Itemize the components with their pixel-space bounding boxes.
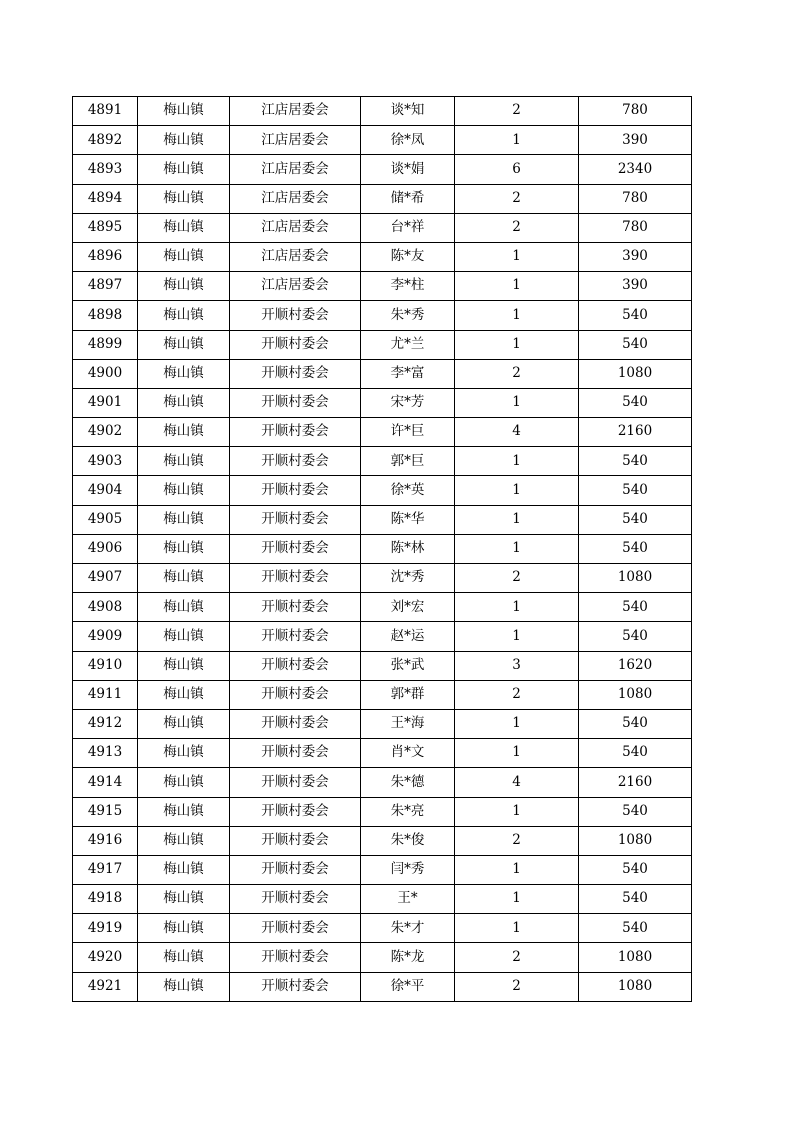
table-row	[73, 593, 692, 622]
cell-town: 梅山镇	[138, 476, 230, 505]
cell-person-name: 王*海	[361, 709, 455, 738]
cell-serial-number: 4900	[73, 359, 138, 388]
cell-amount: 2160	[579, 768, 692, 797]
cell-household-count: 1	[455, 447, 579, 476]
cell-person-name: 陈*友	[361, 242, 455, 271]
table-row	[73, 330, 692, 359]
table-row	[73, 885, 692, 914]
cell-village-committee: 江店居委会	[230, 213, 361, 242]
cell-amount: 780	[579, 97, 692, 126]
cell-amount: 540	[579, 709, 692, 738]
cell-village-committee: 开顺村委会	[230, 534, 361, 563]
cell-person-name: 朱*亮	[361, 797, 455, 826]
cell-amount: 540	[579, 885, 692, 914]
cell-amount: 780	[579, 184, 692, 213]
table-row	[73, 534, 692, 563]
table-row	[73, 184, 692, 213]
cell-town: 梅山镇	[138, 242, 230, 271]
cell-village-committee: 江店居委会	[230, 97, 361, 126]
cell-serial-number: 4902	[73, 418, 138, 447]
cell-amount: 540	[579, 622, 692, 651]
cell-household-count: 1	[455, 272, 579, 301]
cell-person-name: 宋*芳	[361, 388, 455, 417]
cell-serial-number: 4912	[73, 709, 138, 738]
cell-village-committee: 开顺村委会	[230, 797, 361, 826]
cell-town: 梅山镇	[138, 505, 230, 534]
cell-household-count: 1	[455, 330, 579, 359]
table-row	[73, 213, 692, 242]
cell-town: 梅山镇	[138, 593, 230, 622]
cell-household-count: 2	[455, 680, 579, 709]
cell-village-committee: 开顺村委会	[230, 972, 361, 1001]
cell-amount: 540	[579, 855, 692, 884]
cell-person-name: 谈*娟	[361, 155, 455, 184]
cell-person-name: 朱*德	[361, 768, 455, 797]
cell-amount: 1080	[579, 359, 692, 388]
cell-village-committee: 开顺村委会	[230, 709, 361, 738]
cell-village-committee: 江店居委会	[230, 155, 361, 184]
cell-person-name: 储*希	[361, 184, 455, 213]
cell-serial-number: 4921	[73, 972, 138, 1001]
cell-serial-number: 4891	[73, 97, 138, 126]
cell-household-count: 1	[455, 388, 579, 417]
cell-serial-number: 4917	[73, 855, 138, 884]
cell-village-committee: 开顺村委会	[230, 593, 361, 622]
table-row	[73, 155, 692, 184]
cell-town: 梅山镇	[138, 622, 230, 651]
cell-village-committee: 开顺村委会	[230, 855, 361, 884]
cell-town: 梅山镇	[138, 564, 230, 593]
cell-village-committee: 开顺村委会	[230, 651, 361, 680]
table-row	[73, 301, 692, 330]
cell-village-committee: 开顺村委会	[230, 943, 361, 972]
cell-serial-number: 4906	[73, 534, 138, 563]
cell-person-name: 谈*知	[361, 97, 455, 126]
cell-town: 梅山镇	[138, 826, 230, 855]
table-row	[73, 826, 692, 855]
cell-amount: 2160	[579, 418, 692, 447]
cell-household-count: 1	[455, 126, 579, 155]
cell-village-committee: 开顺村委会	[230, 476, 361, 505]
cell-serial-number: 4895	[73, 213, 138, 242]
cell-town: 梅山镇	[138, 213, 230, 242]
cell-person-name: 李*富	[361, 359, 455, 388]
cell-person-name: 徐*英	[361, 476, 455, 505]
cell-town: 梅山镇	[138, 155, 230, 184]
table-row	[73, 418, 692, 447]
cell-amount: 2340	[579, 155, 692, 184]
cell-serial-number: 4896	[73, 242, 138, 271]
cell-household-count: 1	[455, 242, 579, 271]
cell-household-count: 2	[455, 97, 579, 126]
cell-village-committee: 开顺村委会	[230, 388, 361, 417]
cell-amount: 390	[579, 272, 692, 301]
cell-household-count: 1	[455, 622, 579, 651]
cell-village-committee: 开顺村委会	[230, 359, 361, 388]
cell-household-count: 1	[455, 885, 579, 914]
cell-serial-number: 4913	[73, 739, 138, 768]
cell-town: 梅山镇	[138, 330, 230, 359]
cell-person-name: 尤*兰	[361, 330, 455, 359]
table-row	[73, 388, 692, 417]
cell-village-committee: 江店居委会	[230, 184, 361, 213]
roster-table-body	[73, 97, 692, 1002]
cell-serial-number: 4910	[73, 651, 138, 680]
cell-person-name: 李*柱	[361, 272, 455, 301]
roster-table	[72, 96, 692, 1002]
table-row	[73, 97, 692, 126]
cell-amount: 1620	[579, 651, 692, 680]
cell-village-committee: 开顺村委会	[230, 768, 361, 797]
cell-household-count: 2	[455, 213, 579, 242]
cell-person-name: 徐*平	[361, 972, 455, 1001]
cell-household-count: 2	[455, 359, 579, 388]
cell-amount: 540	[579, 914, 692, 943]
cell-serial-number: 4920	[73, 943, 138, 972]
cell-serial-number: 4919	[73, 914, 138, 943]
cell-household-count: 2	[455, 564, 579, 593]
cell-amount: 540	[579, 476, 692, 505]
cell-town: 梅山镇	[138, 739, 230, 768]
cell-village-committee: 开顺村委会	[230, 885, 361, 914]
cell-amount: 390	[579, 242, 692, 271]
cell-person-name: 台*祥	[361, 213, 455, 242]
cell-village-committee: 开顺村委会	[230, 301, 361, 330]
cell-amount: 1080	[579, 564, 692, 593]
cell-serial-number: 4897	[73, 272, 138, 301]
cell-town: 梅山镇	[138, 943, 230, 972]
cell-town: 梅山镇	[138, 768, 230, 797]
cell-town: 梅山镇	[138, 534, 230, 563]
cell-household-count: 2	[455, 943, 579, 972]
cell-serial-number: 4905	[73, 505, 138, 534]
cell-town: 梅山镇	[138, 388, 230, 417]
cell-household-count: 1	[455, 709, 579, 738]
cell-amount: 1080	[579, 943, 692, 972]
table-row	[73, 359, 692, 388]
cell-household-count: 6	[455, 155, 579, 184]
table-row	[73, 447, 692, 476]
cell-town: 梅山镇	[138, 972, 230, 1001]
cell-serial-number: 4893	[73, 155, 138, 184]
cell-village-committee: 江店居委会	[230, 242, 361, 271]
cell-village-committee: 开顺村委会	[230, 505, 361, 534]
cell-person-name: 肖*文	[361, 739, 455, 768]
table-row	[73, 709, 692, 738]
table-row	[73, 972, 692, 1001]
cell-village-committee: 开顺村委会	[230, 680, 361, 709]
table-row	[73, 272, 692, 301]
table-row	[73, 914, 692, 943]
cell-serial-number: 4898	[73, 301, 138, 330]
cell-serial-number: 4908	[73, 593, 138, 622]
cell-serial-number: 4901	[73, 388, 138, 417]
table-row	[73, 505, 692, 534]
cell-household-count: 1	[455, 914, 579, 943]
cell-person-name: 王*	[361, 885, 455, 914]
table-row	[73, 943, 692, 972]
cell-person-name: 陈*林	[361, 534, 455, 563]
cell-town: 梅山镇	[138, 680, 230, 709]
cell-village-committee: 开顺村委会	[230, 418, 361, 447]
cell-household-count: 3	[455, 651, 579, 680]
cell-household-count: 4	[455, 768, 579, 797]
cell-village-committee: 开顺村委会	[230, 330, 361, 359]
cell-amount: 540	[579, 447, 692, 476]
table-row	[73, 768, 692, 797]
cell-person-name: 许*巨	[361, 418, 455, 447]
cell-town: 梅山镇	[138, 272, 230, 301]
cell-amount: 780	[579, 213, 692, 242]
cell-amount: 390	[579, 126, 692, 155]
cell-household-count: 1	[455, 534, 579, 563]
cell-town: 梅山镇	[138, 126, 230, 155]
cell-amount: 1080	[579, 826, 692, 855]
cell-town: 梅山镇	[138, 359, 230, 388]
cell-amount: 540	[579, 534, 692, 563]
cell-person-name: 陈*华	[361, 505, 455, 534]
cell-amount: 540	[579, 388, 692, 417]
cell-person-name: 沈*秀	[361, 564, 455, 593]
table-row	[73, 739, 692, 768]
cell-town: 梅山镇	[138, 855, 230, 884]
cell-amount: 1080	[579, 972, 692, 1001]
cell-town: 梅山镇	[138, 418, 230, 447]
table-row	[73, 564, 692, 593]
cell-household-count: 1	[455, 476, 579, 505]
cell-serial-number: 4909	[73, 622, 138, 651]
table-row	[73, 680, 692, 709]
table-row	[73, 797, 692, 826]
cell-town: 梅山镇	[138, 914, 230, 943]
cell-serial-number: 4915	[73, 797, 138, 826]
cell-village-committee: 开顺村委会	[230, 739, 361, 768]
cell-household-count: 1	[455, 593, 579, 622]
cell-town: 梅山镇	[138, 709, 230, 738]
table-row	[73, 242, 692, 271]
cell-serial-number: 4916	[73, 826, 138, 855]
cell-person-name: 张*武	[361, 651, 455, 680]
cell-household-count: 2	[455, 184, 579, 213]
cell-village-committee: 开顺村委会	[230, 914, 361, 943]
cell-serial-number: 4904	[73, 476, 138, 505]
cell-amount: 540	[579, 797, 692, 826]
cell-person-name: 朱*才	[361, 914, 455, 943]
cell-serial-number: 4894	[73, 184, 138, 213]
cell-amount: 540	[579, 505, 692, 534]
cell-amount: 540	[579, 593, 692, 622]
cell-town: 梅山镇	[138, 97, 230, 126]
cell-village-committee: 开顺村委会	[230, 622, 361, 651]
cell-household-count: 1	[455, 739, 579, 768]
cell-household-count: 4	[455, 418, 579, 447]
cell-person-name: 朱*秀	[361, 301, 455, 330]
cell-household-count: 1	[455, 505, 579, 534]
cell-town: 梅山镇	[138, 797, 230, 826]
cell-person-name: 郭*巨	[361, 447, 455, 476]
cell-amount: 1080	[579, 680, 692, 709]
cell-town: 梅山镇	[138, 651, 230, 680]
cell-amount: 540	[579, 739, 692, 768]
table-row	[73, 126, 692, 155]
cell-village-committee: 江店居委会	[230, 272, 361, 301]
cell-village-committee: 开顺村委会	[230, 564, 361, 593]
cell-household-count: 2	[455, 972, 579, 1001]
table-row	[73, 651, 692, 680]
cell-serial-number: 4899	[73, 330, 138, 359]
cell-person-name: 郭*群	[361, 680, 455, 709]
cell-person-name: 朱*俊	[361, 826, 455, 855]
cell-village-committee: 开顺村委会	[230, 447, 361, 476]
cell-amount: 540	[579, 330, 692, 359]
cell-person-name: 徐*凤	[361, 126, 455, 155]
cell-serial-number: 4918	[73, 885, 138, 914]
cell-town: 梅山镇	[138, 447, 230, 476]
cell-village-committee: 开顺村委会	[230, 826, 361, 855]
cell-town: 梅山镇	[138, 184, 230, 213]
cell-household-count: 1	[455, 855, 579, 884]
table-row	[73, 855, 692, 884]
cell-serial-number: 4914	[73, 768, 138, 797]
cell-serial-number: 4903	[73, 447, 138, 476]
cell-household-count: 1	[455, 797, 579, 826]
cell-town: 梅山镇	[138, 301, 230, 330]
cell-town: 梅山镇	[138, 885, 230, 914]
cell-household-count: 2	[455, 826, 579, 855]
cell-serial-number: 4907	[73, 564, 138, 593]
cell-village-committee: 江店居委会	[230, 126, 361, 155]
table-row	[73, 622, 692, 651]
cell-person-name: 闫*秀	[361, 855, 455, 884]
cell-person-name: 刘*宏	[361, 593, 455, 622]
cell-household-count: 1	[455, 301, 579, 330]
cell-amount: 540	[579, 301, 692, 330]
cell-serial-number: 4892	[73, 126, 138, 155]
cell-serial-number: 4911	[73, 680, 138, 709]
cell-person-name: 赵*运	[361, 622, 455, 651]
cell-person-name: 陈*龙	[361, 943, 455, 972]
table-row	[73, 476, 692, 505]
